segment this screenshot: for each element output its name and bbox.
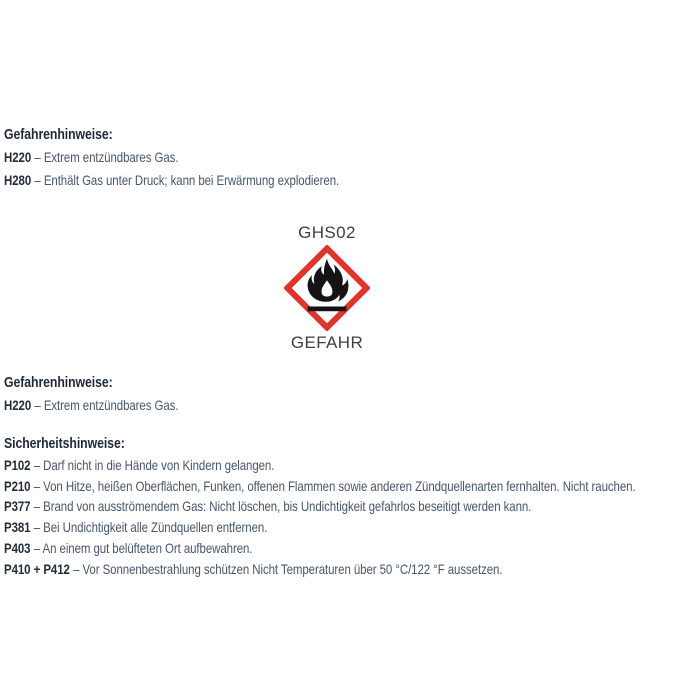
safety-code: P210 (4, 477, 31, 494)
signal-word: GEFAHR (290, 333, 364, 352)
hazard-code: H220 (4, 397, 32, 413)
section-heading: Gefahrenhinweise: (4, 374, 113, 391)
safety-text: – Bei Undichtigkeit alle Zündquellen entfernen. (33, 519, 268, 536)
section-heading: Gefahrenhinweise: (4, 126, 113, 143)
safety-statement-row (4, 476, 636, 497)
safety-statement-row (4, 559, 636, 580)
safety-text: – An einem gut belüfteten Ort aufbewahren. (33, 539, 253, 556)
safety-code: P410 + P412 (4, 560, 70, 577)
ghs02-flame-icon (284, 245, 370, 331)
hazard-statement-row (4, 394, 178, 417)
hazard-section-top (4, 124, 339, 192)
hazard-section-mid (4, 372, 178, 417)
safety-statement-row (4, 455, 636, 476)
safety-text: – Von Hitze, heißen Oberflächen, Funken, offenen Flammen sowie anderen Zündquellenarten fernhalten. Nicht rauchen. (33, 477, 636, 494)
hazard-text: – Extrem entzündbares Gas. (34, 397, 179, 413)
safety-statement-row (4, 517, 636, 538)
safety-text: – Darf nicht in die Hände von Kindern gelangen. (33, 457, 275, 473)
safety-text: – Brand von ausströmendem Gas: Nicht löschen, bis Undichtigkeit gefahrlos beseitigt werden kann. (33, 498, 532, 515)
hazard-code: H220 (4, 149, 32, 165)
ghs-pictogram-block (262, 223, 392, 353)
safety-code: P381 (4, 519, 31, 536)
hazard-text: – Enthält Gas unter Druck; kann bei Erwärmung explodieren. (34, 172, 340, 188)
ghs-code-label: GHS02 (298, 223, 356, 242)
hazard-statement-row (4, 169, 339, 192)
hazard-statement-row (4, 146, 339, 169)
safety-code: P403 (4, 539, 31, 556)
flame-base-bar (308, 306, 347, 311)
safety-code: P102 (4, 457, 31, 473)
safety-statement-row (4, 538, 636, 559)
safety-code: P377 (4, 498, 31, 515)
hazard-code: H280 (4, 172, 32, 188)
safety-text: – Vor Sonnenbestrahlung schützen Nicht Temperaturen über 50 °C/122 °F aussetzen. (73, 560, 503, 577)
safety-statement-row (4, 496, 636, 517)
section-heading: Sicherheitshinweise: (4, 435, 125, 452)
safety-section (4, 433, 636, 579)
hazard-text: – Extrem entzündbares Gas. (34, 149, 179, 165)
